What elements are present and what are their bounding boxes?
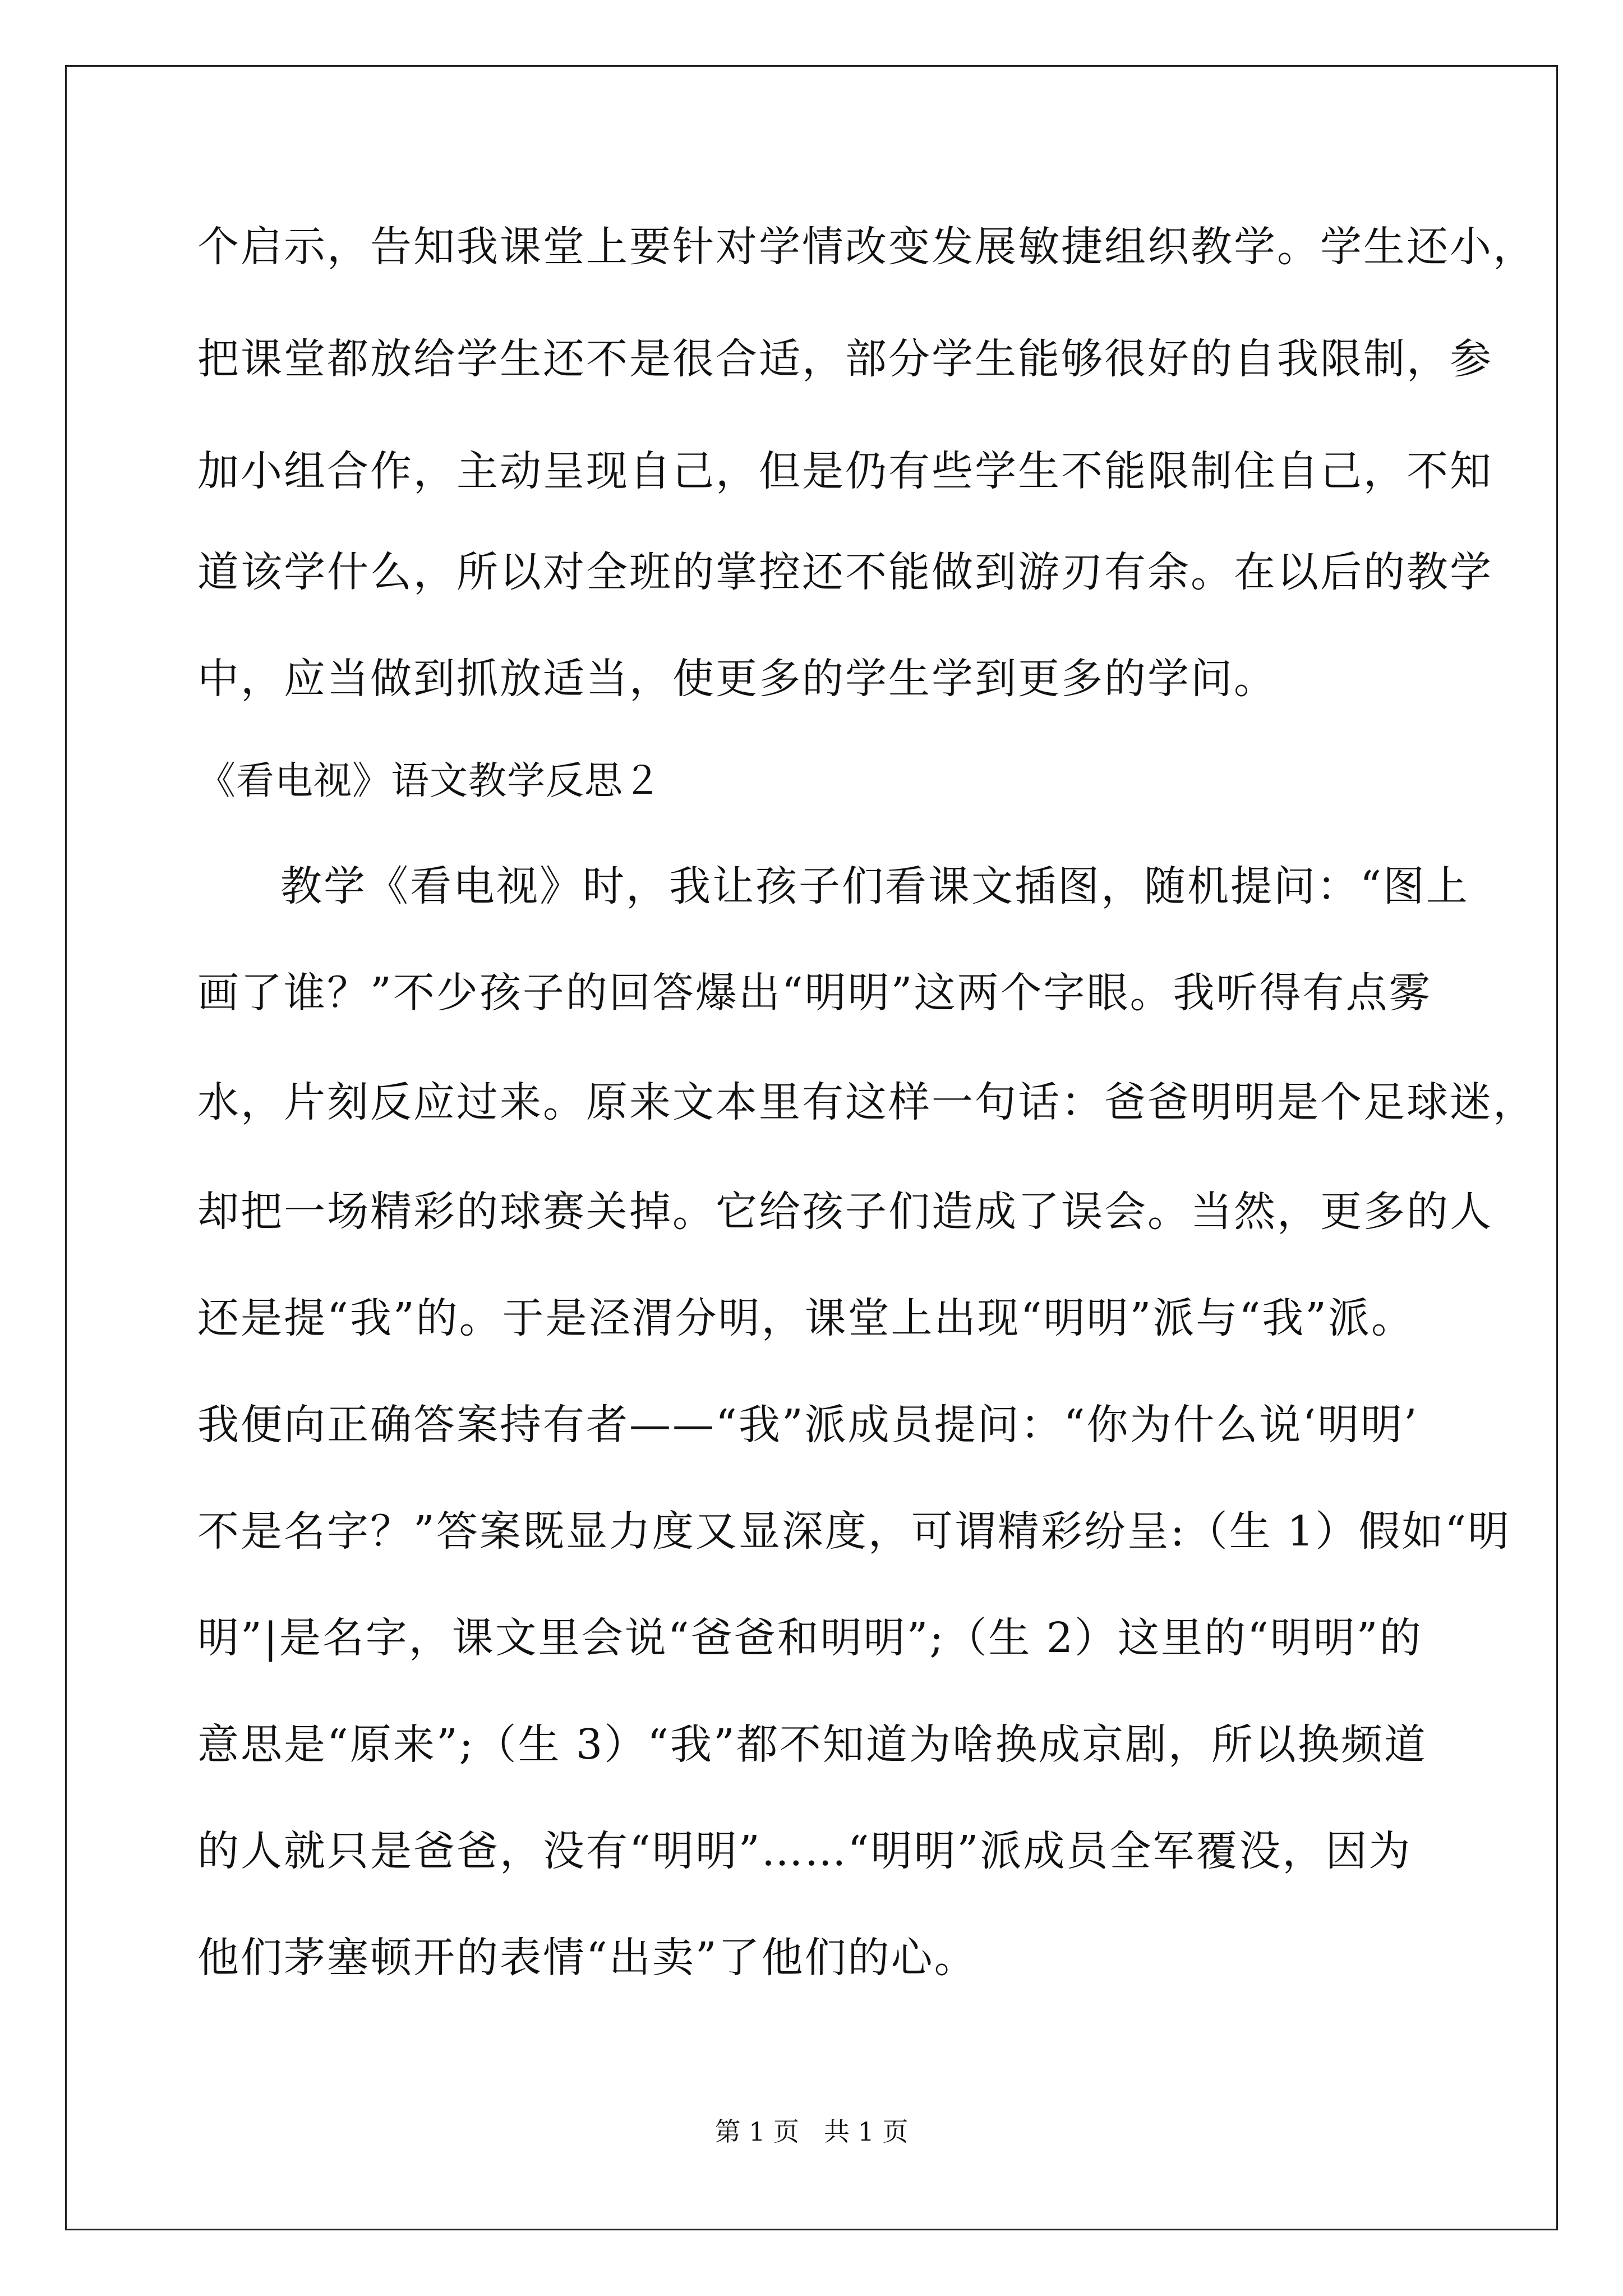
text-line: 意思是“原来”;（生 3）“我”都不知道为啥换成京剧，所以换频道 (197, 1720, 1427, 1769)
text-line: 还是提“我”的。于是泾渭分明，课堂上出现“明明”派与“我”派。 (197, 1294, 1414, 1342)
text-line: 把课堂都放给学生还不是很合适，部分学生能够很好的自我限制，参 (197, 335, 1493, 383)
text-line: 教学《看电视》时，我让孩子们看课文插图，随机提问：“图上 (280, 862, 1469, 910)
page-footer (0, 2115, 1623, 2148)
text-line: 道该学什么，所以对全班的掌控还不能做到游刃有余。在以后的教学 (197, 548, 1493, 596)
page-total: 共 1 页 (823, 2116, 909, 2147)
text-line: 不是名字？”答案既显力度又显深度，可谓精彩纷呈:（生 1）假如“明 (197, 1507, 1511, 1556)
section-heading: 《看电视》语文教学反思２ (197, 759, 662, 803)
text-line: 中，应当做到抓放适当，使更多的学生学到更多的学问。 (197, 655, 1277, 703)
text-line: 个启示，告知我课堂上要针对学情改变发展敏捷组织教学。学生还小， (197, 223, 1536, 271)
page-frame (65, 65, 1558, 2230)
text-line: 我便向正确答案持有者——“我”派成员提问：“你为什么说‘明明’ (197, 1401, 1419, 1449)
text-line: 他们茅塞顿开的表情“出卖”了他们的心。 (197, 1934, 978, 1982)
text-line: 明”|是名字，课文里会说“爸爸和明明”;（生 2）这里的“明明”的 (197, 1614, 1423, 1662)
text-line: 的人就只是爸爸，没有“明明”……“明明”派成员全军覆没，因为 (197, 1827, 1412, 1875)
text-line: 却把一场精彩的球赛关掉。它给孩子们造成了误会。当然，更多的人 (197, 1188, 1493, 1236)
text-line: 水，片刻反应过来。原来文本里有这样一句话：爸爸明明是个足球迷， (197, 1078, 1536, 1126)
text-line: 画了谁？”不少孩子的回答爆出“明明”这两个字眼。我听得有点雾 (197, 969, 1432, 1017)
page-number: 第 1 页 (714, 2116, 800, 2147)
text-line: 加小组合作，主动呈现自己，但是仍有些学生不能限制住自己，不知 (197, 447, 1493, 495)
